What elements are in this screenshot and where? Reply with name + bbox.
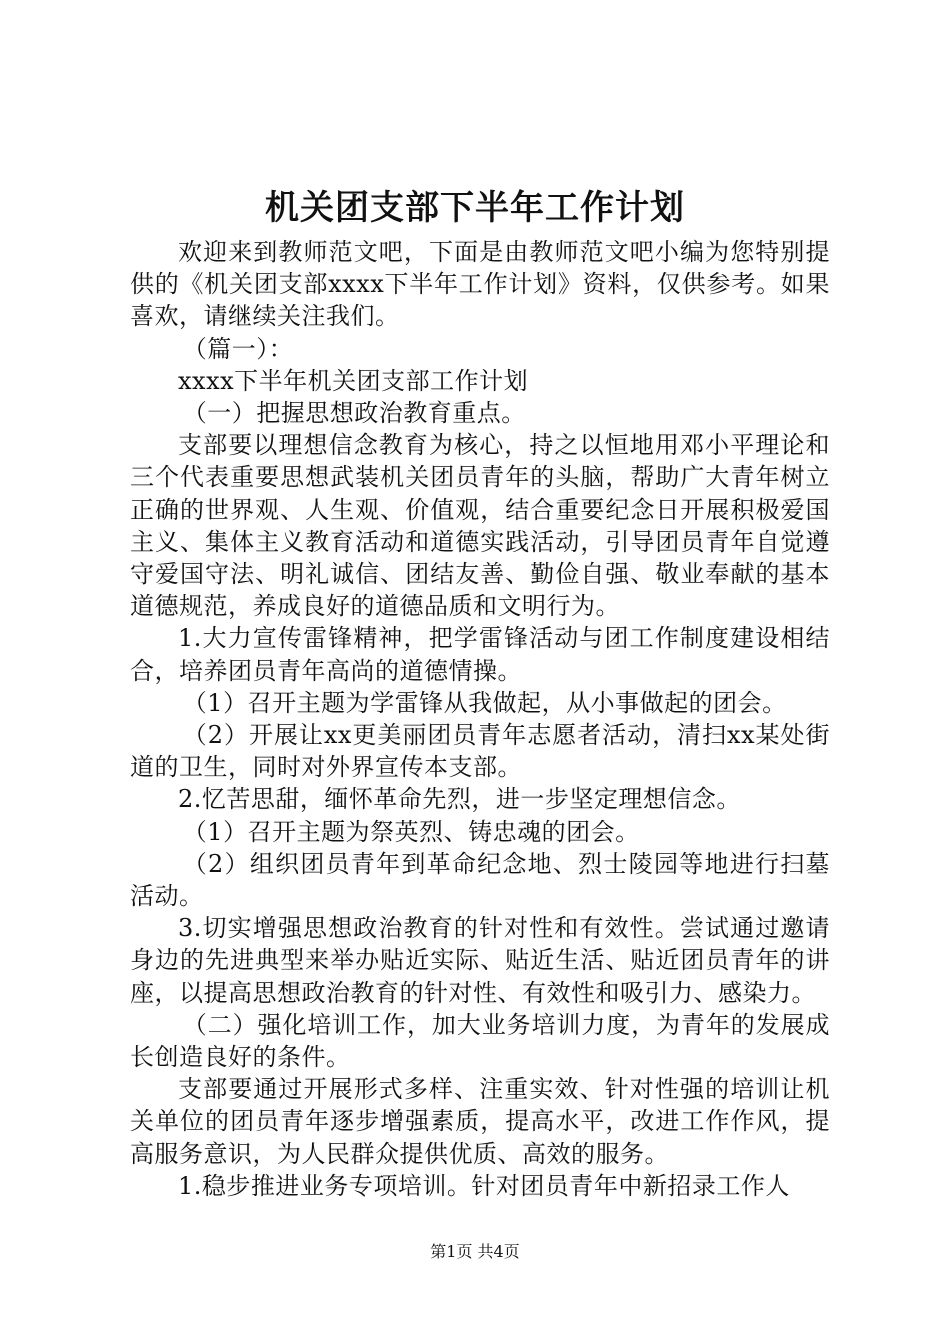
body-paragraph: 支部要通过开展形式多样、注重实效、针对性强的培训让机关单位的团员青年逐步增强素质，提高水平，改进工作作风，提高服务意识，为人民群众提供优质、高效的服务。 <box>130 1075 830 1168</box>
page-number-footer: 第1页 共4页 <box>430 1242 520 1261</box>
sub-list-item: （1）召开主题为祭英烈、铸忠魂的团会。 <box>182 817 640 846</box>
sub-list-item: （2）组织团员青年到革命纪念地、烈士陵园等地进行扫墓活动。 <box>130 849 830 911</box>
body-paragraph: 支部要以理想信念教育为核心，持之以恒地用邓小平理论和三个代表重要思想武装机关团员青年的头脑，帮助广大青年树立正确的世界观、人生观、价值观，结合重要纪念日开展积极爱国主义、集体主义教育活动和道德实践活动，引导团员青年自觉遵守爱国守法、明礼诚信、团结友善、勤俭自强、敬业奉献的基本道德规范，养成良好的道德品质和文明行为。 <box>130 431 830 621</box>
list-item: 3.切实增强思想政治教育的针对性和有效性。尝试通过邀请身边的先进典型来举办贴近实际、贴近生活、贴近团员青年的讲座，以提高思想政治教育的针对性、有效性和吸引力、感染力。 <box>130 914 830 1007</box>
section-heading-2: （二）强化培训工作，加大业务培训力度，为青年的发展成长创造良好的条件。 <box>130 1010 830 1072</box>
section-heading-1: （一）把握思想政治教育重点。 <box>182 399 526 428</box>
sub-list-item: （2）开展让xx更美丽团员青年志愿者活动，清扫xx某处街道的卫生，同时对外界宣传本支部。 <box>130 721 830 782</box>
sub-list-item: （1）召开主题为学雷锋从我做起，从小事做起的团会。 <box>182 688 787 717</box>
list-item: 2.忆苦思甜，缅怀革命先烈，进一步坚定理想信念。 <box>178 785 741 814</box>
list-item: 1.稳步推进业务专项培训。针对团员青年中新招录工作人 <box>178 1171 790 1200</box>
list-item: 1.大力宣传雷锋精神，把学雷锋活动与团工作制度建设相结合，培养团员青年高尚的道德情操。 <box>130 624 830 685</box>
document-body <box>130 236 830 1202</box>
document-title: 机关团支部下半年工作计划 <box>265 188 685 228</box>
intro-paragraph: 欢迎来到教师范文吧，下面是由教师范文吧小编为您特别提供的《机关团支部xxxx下半年工作计划》资料，仅供参考。如果喜欢，请继续关注我们。 <box>130 238 830 331</box>
section-label: （篇一）： <box>182 334 294 363</box>
plan-heading: xxxx下半年机关团支部工作计划 <box>178 366 529 395</box>
